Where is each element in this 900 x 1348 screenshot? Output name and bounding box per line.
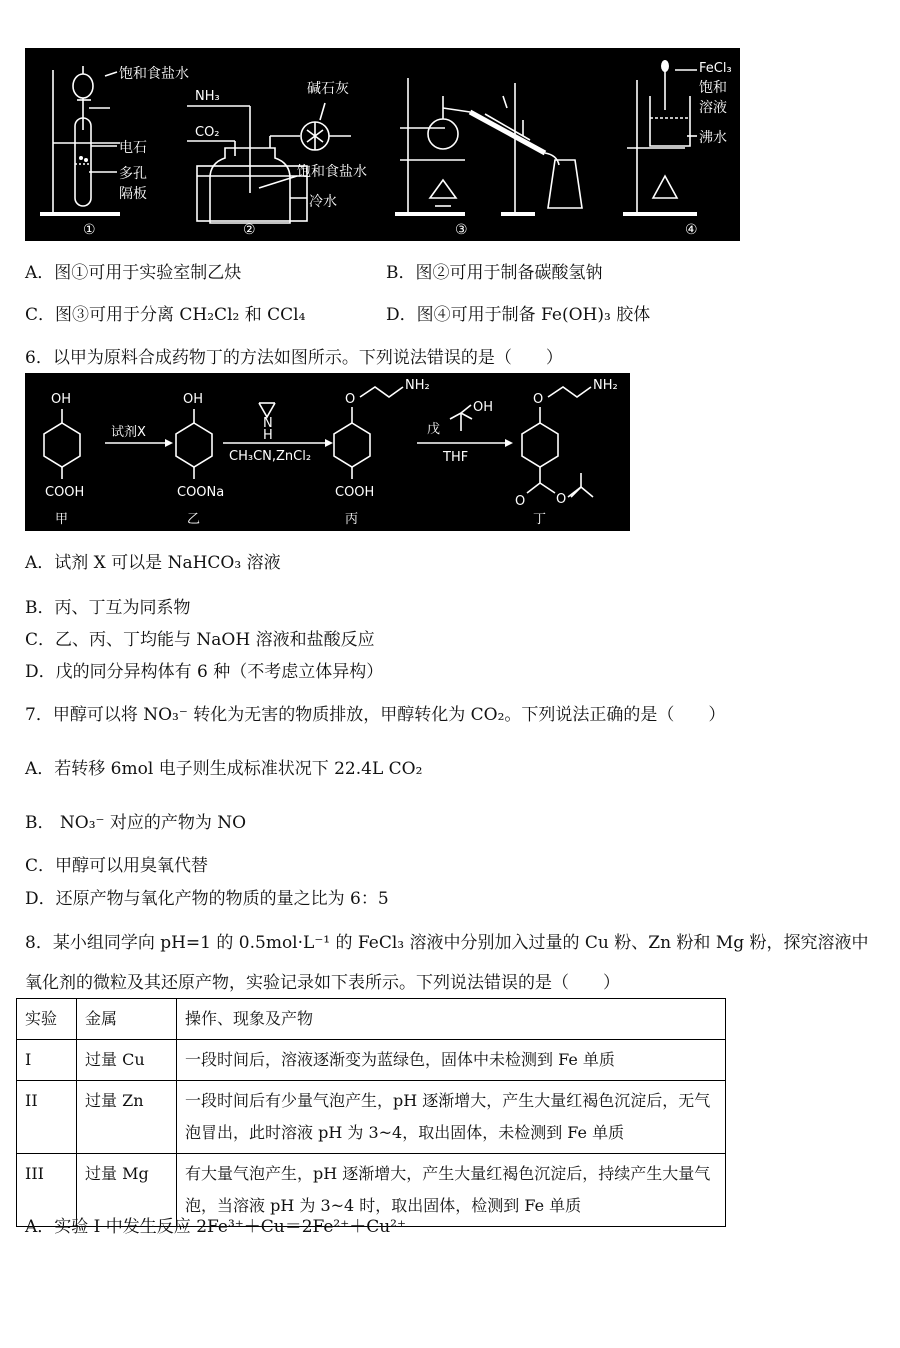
q5-option-d: D．图④可用于制备 Fe(OH)₃ 胶体 [386, 305, 651, 325]
row-desc: 一段时间后有少量气泡产生，pH 逐渐增大，产生大量红褐色沉淀后，无气泡冒出，此时溶液 pH 为 3~4，取出固体，未检测到 Fe 单质 [177, 1081, 726, 1154]
compound-jia [44, 392, 84, 527]
fig1-label-plate: 隔板 [119, 186, 147, 202]
fig1-label-porous: 多孔 [119, 166, 147, 182]
fig2-label-coldwater: 冷水 [309, 194, 337, 210]
header-experiment: 实验 [17, 999, 77, 1040]
bing-o: O [345, 392, 356, 407]
q6-option-a: A．试剂 X 可以是 NaHCO₃ 溶液 [25, 553, 281, 573]
fig2-gas-co2: CO₂ [195, 125, 220, 140]
ding-carbonyl-o: O [515, 494, 526, 509]
fig1-label-saltwater: 饱和食盐水 [119, 66, 189, 82]
bing-cooh: COOH [335, 485, 375, 500]
figure-3-apparatus [395, 78, 582, 238]
yi-name: 乙 [187, 512, 201, 527]
yi-oh: OH [183, 392, 204, 407]
q5-option-c: C．图③可用于分离 CH₂Cl₂ 和 CCl₄ [25, 305, 306, 325]
q5-option-b: B．图②可用于制备碳酸氢钠 [386, 263, 603, 283]
wu-oh: OH [473, 400, 494, 415]
fig4-label-boilingwater: 沸水 [699, 130, 727, 146]
reagent-wu: 戊 [427, 422, 441, 437]
row-desc: 一段时间后，溶液逐渐变为蓝绿色，固体中未检测到 Fe 单质 [177, 1040, 726, 1081]
synthesis-drawing [25, 373, 630, 531]
apparatus-drawing [25, 48, 740, 241]
q7-option-a: A．若转移 6mol 电子则生成标准状况下 22.4L CO₂ [25, 759, 423, 779]
table-row [17, 1040, 726, 1081]
compound-ding [515, 378, 618, 527]
fig4-label-fecl3: FeCl₃ [699, 61, 732, 76]
row-id: II [17, 1081, 77, 1154]
compound-yi [176, 392, 224, 527]
synthesis-scheme [25, 373, 630, 531]
row-desc: 有大量气泡产生，pH 逐渐增大，产生大量红褐色沉淀后，持续产生大量气泡，当溶液 pH 为 3~4 时，取出固体，检测到 Fe 单质 [177, 1154, 726, 1227]
q8-stem-line2: 氧化剂的微粒及其还原产物，实验记录如下表所示。下列说法错误的是（ ） [25, 973, 620, 993]
q7-stem: 7．甲醇可以将 NO₃⁻ 转化为无害的物质排放，甲醇转化为 CO₂。下列说法正确的是（ ） [25, 705, 726, 725]
fig1-label-carbide: 电石 [119, 140, 147, 156]
row-id: III [17, 1154, 77, 1227]
table-row [17, 1081, 726, 1154]
figure-2-number: ② [243, 222, 256, 238]
aziridine-h: H [263, 428, 273, 443]
fig2-label-saltwater: 饱和食盐水 [297, 164, 367, 180]
reagent-x: 试剂X [111, 425, 146, 440]
figure-4-apparatus [623, 60, 732, 238]
table-header-row [17, 999, 726, 1040]
row-metal: 过量 Cu [77, 1040, 177, 1081]
q6-option-d: D．戊的同分异构体有 6 种（不考虑立体异构） [25, 662, 384, 682]
ding-o: O [533, 392, 544, 407]
fig2-label-sodalime: 碱石灰 [307, 81, 349, 97]
jia-cooh: COOH [45, 485, 85, 500]
jia-name: 甲 [55, 512, 69, 527]
bing-name: 丙 [345, 512, 359, 527]
row-id: I [17, 1040, 77, 1081]
ding-name: 丁 [533, 512, 547, 527]
apparatus-figure [25, 48, 740, 241]
fig4-label-solution: 溶液 [699, 100, 727, 116]
header-metal: 金属 [77, 999, 177, 1040]
q7-option-b: B． NO₃⁻ 对应的产物为 NO [25, 813, 247, 833]
bing-nh2: NH₂ [405, 378, 430, 393]
figure-1-apparatus [40, 65, 189, 238]
figure-4-number: ④ [685, 222, 698, 238]
q6-option-b: B．丙、丁互为同系物 [25, 598, 191, 618]
figure-2-apparatus [187, 81, 367, 238]
aziridine-n: N [263, 416, 273, 431]
row-metal: 过量 Mg [77, 1154, 177, 1227]
ding-ester-o: O [556, 492, 567, 507]
q6-option-c: C．乙、丙、丁均能与 NaOH 溶液和盐酸反应 [25, 630, 375, 650]
experiment-table [16, 998, 726, 1227]
reagent-conditions: CH₃CN,ZnCl₂ [229, 449, 312, 464]
q6-stem: 6．以甲为原料合成药物丁的方法如图所示。下列说法错误的是（ ） [25, 348, 563, 368]
fig4-label-saturated: 饱和 [699, 80, 727, 96]
row-metal: 过量 Zn [77, 1081, 177, 1154]
figure-1-number: ① [83, 222, 96, 238]
header-operation: 操作、现象及产物 [177, 999, 726, 1040]
yi-coona: COONa [177, 485, 225, 500]
q8-stem-line1: 8．某小组同学向 pH=1 的 0.5mol·L⁻¹ 的 FeCl₃ 溶液中分别加入过量的 Cu 粉、Zn 粉和 Mg 粉，探究溶液中 [25, 933, 869, 953]
compound-bing [334, 378, 430, 527]
q7-option-c: C．甲醇可以用臭氧代替 [25, 856, 209, 876]
fig2-gas-nh3: NH₃ [195, 89, 220, 104]
solvent-thf: THF [443, 450, 469, 465]
q5-option-a: A．图①可用于实验室制乙炔 [25, 263, 242, 283]
ding-nh2: NH₂ [593, 378, 618, 393]
q8-option-a: A．实验 I 中发生反应 2Fe³⁺＋Cu＝2Fe²⁺＋Cu²⁺ [25, 1217, 406, 1237]
jia-oh: OH [51, 392, 72, 407]
figure-3-number: ③ [455, 222, 468, 238]
q7-option-d: D．还原产物与氧化产物的物质的量之比为 6：5 [25, 889, 389, 909]
